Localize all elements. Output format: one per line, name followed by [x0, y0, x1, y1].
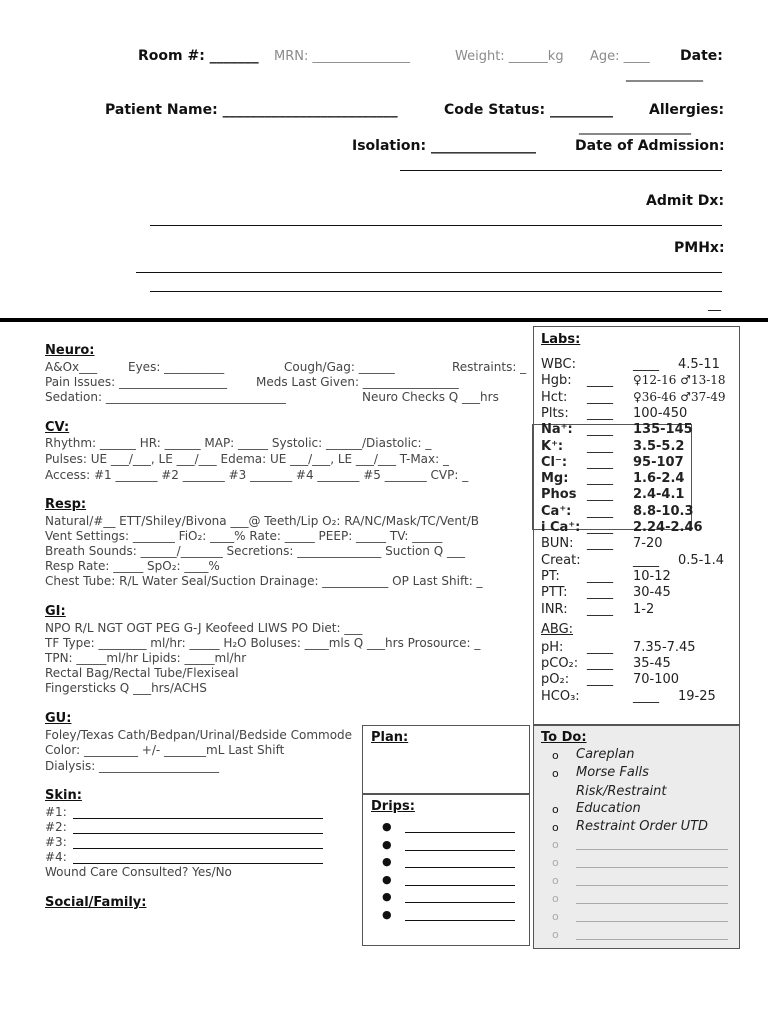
todo-bullet-icon: o — [552, 803, 559, 816]
lab-value-blank[interactable]: ____ — [587, 373, 613, 389]
lab-name: WBC: — [541, 357, 577, 372]
drip-bullet-icon: ● — [382, 820, 392, 833]
todo-bullet-icon: o — [552, 874, 559, 887]
resp-rate-line[interactable]: Resp Rate: _____ SpO₂: ____% — [45, 559, 220, 573]
gi-rectal-line[interactable]: Rectal Bag/Rectal Tube/Flexiseal — [45, 666, 239, 680]
resp-vent-line[interactable]: Vent Settings: _______ FiO₂: ____% Rate: _____ PEEP: _____ TV: _____ — [45, 529, 443, 543]
lab-value-blank[interactable]: ____ — [633, 357, 659, 372]
todo-box — [533, 725, 740, 949]
todo-bullet-icon: o — [552, 856, 559, 869]
todo-item[interactable]: Morse Falls — [576, 765, 649, 780]
todo-bullet-icon: o — [552, 892, 559, 905]
lab-range: 30-45 — [633, 585, 671, 601]
gi-tube-line[interactable]: NPO R/L NGT OGT PEG G-J Keofeed LIWS PO Diet: ___ — [45, 621, 363, 635]
skin-item-4: #4: — [45, 850, 67, 864]
lab-name: Phos — [541, 487, 577, 503]
admit-dx-line[interactable] — [150, 225, 722, 226]
lab-range: 1.6-2.4 — [633, 471, 685, 487]
skin-line-1[interactable] — [73, 818, 323, 819]
lab-value-blank[interactable]: ____ — [587, 389, 613, 405]
cv-access-line[interactable]: Access: #1 _______ #2 _______ #3 _______ #4 _______ #5 _______ CVP: _ — [45, 468, 469, 482]
drip-line[interactable] — [405, 832, 515, 833]
lab-value-blank[interactable]: ____ — [587, 471, 613, 487]
cv-title: CV: — [45, 420, 70, 435]
drip-line[interactable] — [405, 902, 515, 903]
neuro-aox[interactable]: A&Ox___ — [45, 360, 98, 374]
lab-value-blank[interactable]: ____ — [587, 405, 613, 421]
todo-bullet-icon: o — [552, 928, 559, 941]
lab-value-blank[interactable]: ____ — [587, 422, 613, 438]
gi-tf-line[interactable]: TF Type: ________ ml/hr: _____ H₂O Boluses: ____mls Q ___hrs Prosource: _ — [45, 636, 481, 650]
abg-range: 7.35-7.45 — [633, 639, 696, 655]
lab-range: 7-20 — [633, 536, 663, 552]
drip-bullet-icon: ● — [382, 855, 392, 868]
todo-bullet-icon: o — [552, 749, 559, 762]
lab-name: Na⁺: — [541, 422, 573, 438]
lab-range: ♀12-16 ♂13-18 — [633, 373, 726, 388]
plan-title: Plan: — [371, 730, 409, 745]
todo-bullet-icon: o — [552, 767, 559, 780]
skin-item-1: #1: — [45, 805, 67, 819]
drips-box — [362, 794, 530, 946]
lab-name: PT: — [541, 568, 560, 584]
lab-range: 1-2 — [633, 601, 655, 617]
abg-name: HCO₃: — [541, 688, 580, 704]
skin-line-4[interactable] — [73, 863, 323, 864]
lab-name: PTT: — [541, 585, 568, 601]
lab-range: ♀36-46 ♂37-49 — [633, 389, 726, 404]
drip-bullet-icon: ● — [382, 872, 392, 886]
lab-value-blank[interactable]: ____ — [587, 601, 613, 617]
todo-blank-line[interactable] — [576, 903, 728, 904]
lab-value-blank[interactable]: ____ — [587, 568, 613, 584]
todo-blank-line[interactable] — [576, 939, 728, 940]
date-line[interactable]: ___________ — [626, 66, 703, 82]
skin-item-3: #3: — [45, 835, 67, 849]
lab-name: K⁺: — [541, 438, 564, 454]
code-status-field[interactable]: Code Status: _________ — [444, 102, 613, 118]
todo-item[interactable]: Education — [576, 801, 641, 816]
patient-name-field[interactable]: Patient Name: _________________________ — [105, 102, 398, 118]
doa-line[interactable] — [400, 170, 722, 171]
abg-range: 70-100 — [633, 672, 680, 688]
pmhx-line-2[interactable] — [150, 291, 722, 292]
admit-dx-label: Admit Dx: — [646, 193, 725, 209]
mrn-field[interactable]: MRN: _______________ — [274, 49, 410, 64]
abg-name: pH: — [541, 639, 564, 655]
todo-item[interactable]: Restraint Order UTD — [576, 819, 709, 834]
drip-line[interactable] — [405, 850, 515, 851]
lab-name: Hct: — [541, 389, 568, 405]
lab-range: 0.5-1.4 — [678, 552, 725, 568]
todo-blank-line[interactable] — [576, 867, 728, 868]
lab-range: 2.24-2.46 — [633, 520, 703, 535]
todo-blank-line[interactable] — [576, 849, 728, 850]
neuro-pain[interactable]: Pain Issues: __________________ — [45, 375, 227, 389]
lab-value-blank[interactable]: ____ — [587, 520, 613, 535]
cv-pulses-line[interactable]: Pulses: UE ___/___, LE ___/___ Edema: UE ___/___, LE ___/___ T-Max: _ — [45, 452, 449, 466]
lab-name: INR: — [541, 601, 568, 617]
resp-breath-line[interactable]: Breath Sounds: ______/_______ Secretions: ______________ Suction Q ___ — [45, 544, 465, 558]
neuro-restraints[interactable]: Restraints: _ — [452, 360, 527, 374]
todo-blank-line[interactable] — [576, 921, 728, 922]
drip-bullet-icon: ● — [382, 837, 392, 851]
skin-line-3[interactable] — [73, 848, 323, 849]
room-field[interactable]: Room #: _______ — [138, 48, 259, 64]
neuro-cough-gag[interactable]: Cough/Gag: ______ — [284, 360, 395, 374]
todo-blank-line[interactable] — [576, 885, 728, 886]
lab-range: 10-12 — [633, 568, 671, 584]
resp-airway-line[interactable]: Natural/#__ ETT/Shiley/Bivona ___@ Teeth/Lip O₂: RA/NC/Mask/TC/Vent/B — [45, 514, 479, 528]
todo-bullet-icon: o — [552, 838, 559, 851]
drip-bullet-icon: ● — [382, 890, 392, 903]
skin-line-2[interactable] — [73, 833, 323, 834]
social-family-title: Social/Family: — [45, 895, 147, 910]
skin-title: Skin: — [45, 788, 82, 803]
neuro-meds[interactable]: Meds Last Given: ________________ — [256, 375, 459, 389]
drip-line[interactable] — [405, 885, 515, 886]
abg-range: 35-45 — [633, 656, 671, 672]
abg-value-blank[interactable]: ____ — [587, 672, 613, 688]
lab-range: 95-107 — [633, 454, 684, 470]
lab-range: 4.5-11 — [678, 357, 720, 372]
lab-value-blank[interactable]: ____ — [587, 536, 613, 552]
lab-name: BUN: — [541, 536, 574, 552]
drips-title: Drips: — [371, 799, 415, 814]
lab-value-blank[interactable]: ____ — [587, 503, 613, 519]
gu-title: GU: — [45, 711, 72, 726]
lab-name: i Ca⁺: — [541, 520, 581, 535]
lab-range: 3.5-5.2 — [633, 438, 685, 454]
lab-name: Creat: — [541, 552, 581, 568]
lab-value-blank[interactable]: ____ — [587, 438, 613, 454]
drip-bullet-icon: ● — [382, 907, 392, 921]
pmhx-line-1[interactable] — [136, 272, 722, 273]
gi-tpn-line[interactable]: TPN: _____ml/hr Lipids: _____ml/hr — [45, 651, 247, 665]
lab-value-blank[interactable]: ____ — [587, 454, 613, 470]
isolation-field[interactable]: Isolation: _______________ — [352, 138, 536, 154]
lab-range: 2.4-4.1 — [633, 487, 685, 503]
abg-title: ABG: — [541, 621, 574, 637]
neuro-sedation[interactable]: Sedation: ______________________________ — [45, 390, 286, 404]
lab-name: Mg: — [541, 471, 569, 487]
todo-title: To Do: — [541, 730, 587, 745]
gu-foley-line[interactable]: Foley/Texas Cath/Bedpan/Urinal/Bedside Commode — [45, 728, 353, 742]
gu-dialysis-line[interactable]: Dialysis: ____________________ — [45, 759, 220, 773]
abg-value-blank[interactable]: ____ — [633, 688, 659, 704]
todo-item[interactable]: Risk/Restraint — [576, 784, 667, 799]
todo-bullet-icon: o — [552, 821, 559, 834]
lab-range: 135-145 — [633, 422, 693, 438]
lab-name: Ca⁺: — [541, 503, 572, 519]
allergies-label: Allergies: — [649, 102, 725, 118]
lab-name: Cl⁻: — [541, 454, 568, 470]
date-label: Date: — [680, 48, 723, 64]
lab-name: Plts: — [541, 405, 569, 421]
neuro-eyes[interactable]: Eyes: __________ — [128, 360, 225, 374]
abg-name: pO₂: — [541, 672, 570, 688]
lab-name: Hgb: — [541, 373, 572, 389]
abg-value-blank[interactable]: ____ — [587, 656, 613, 672]
resp-title: Resp: — [45, 497, 87, 512]
neuro-title: Neuro: — [45, 343, 95, 358]
abg-value-blank[interactable]: ____ — [587, 639, 613, 655]
todo-bullet-icon: o — [552, 910, 559, 923]
section-divider — [0, 318, 768, 322]
lab-value-blank[interactable]: ____ — [587, 585, 613, 601]
allergies-line[interactable]: ________________ — [579, 119, 691, 135]
drip-line[interactable] — [405, 920, 515, 921]
lab-value-blank[interactable]: ____ — [587, 487, 613, 503]
neuro-checks[interactable]: Neuro Checks Q ___hrs — [362, 390, 499, 404]
weight-field[interactable]: Weight: ______kg — [455, 49, 564, 64]
labs-title: Labs: — [541, 332, 581, 347]
gi-fingersticks-line[interactable]: Fingersticks Q ___hrs/ACHS — [45, 681, 207, 695]
lab-range: 8.8-10.3 — [633, 503, 694, 519]
lab-range: 100-450 — [633, 405, 688, 421]
pmhx-label: PMHx: — [674, 240, 725, 256]
lab-value-blank[interactable]: ____ — [633, 552, 659, 568]
gi-title: GI: — [45, 604, 66, 619]
abg-name: pCO₂: — [541, 656, 579, 672]
drip-line[interactable] — [405, 867, 515, 868]
pmhx-line-3[interactable]: __ — [708, 297, 721, 312]
age-field[interactable]: Age: ____ — [590, 49, 650, 64]
wound-care-line[interactable]: Wound Care Consulted? Yes/No — [45, 865, 232, 879]
date-of-admission-label: Date of Admission: — [575, 138, 725, 154]
abg-range: 19-25 — [678, 688, 716, 704]
gu-color-line[interactable]: Color: _________ +/- _______mL Last Shift — [45, 743, 285, 757]
todo-item[interactable]: Careplan — [576, 747, 635, 762]
resp-chest-tube-line[interactable]: Chest Tube: R/L Water Seal/Suction Drainage: ___________ OP Last Shift: _ — [45, 574, 483, 588]
skin-item-2: #2: — [45, 820, 67, 834]
cv-rhythm-line[interactable]: Rhythm: ______ HR: ______ MAP: _____ Systolic: ______/Diastolic: _ — [45, 436, 432, 450]
